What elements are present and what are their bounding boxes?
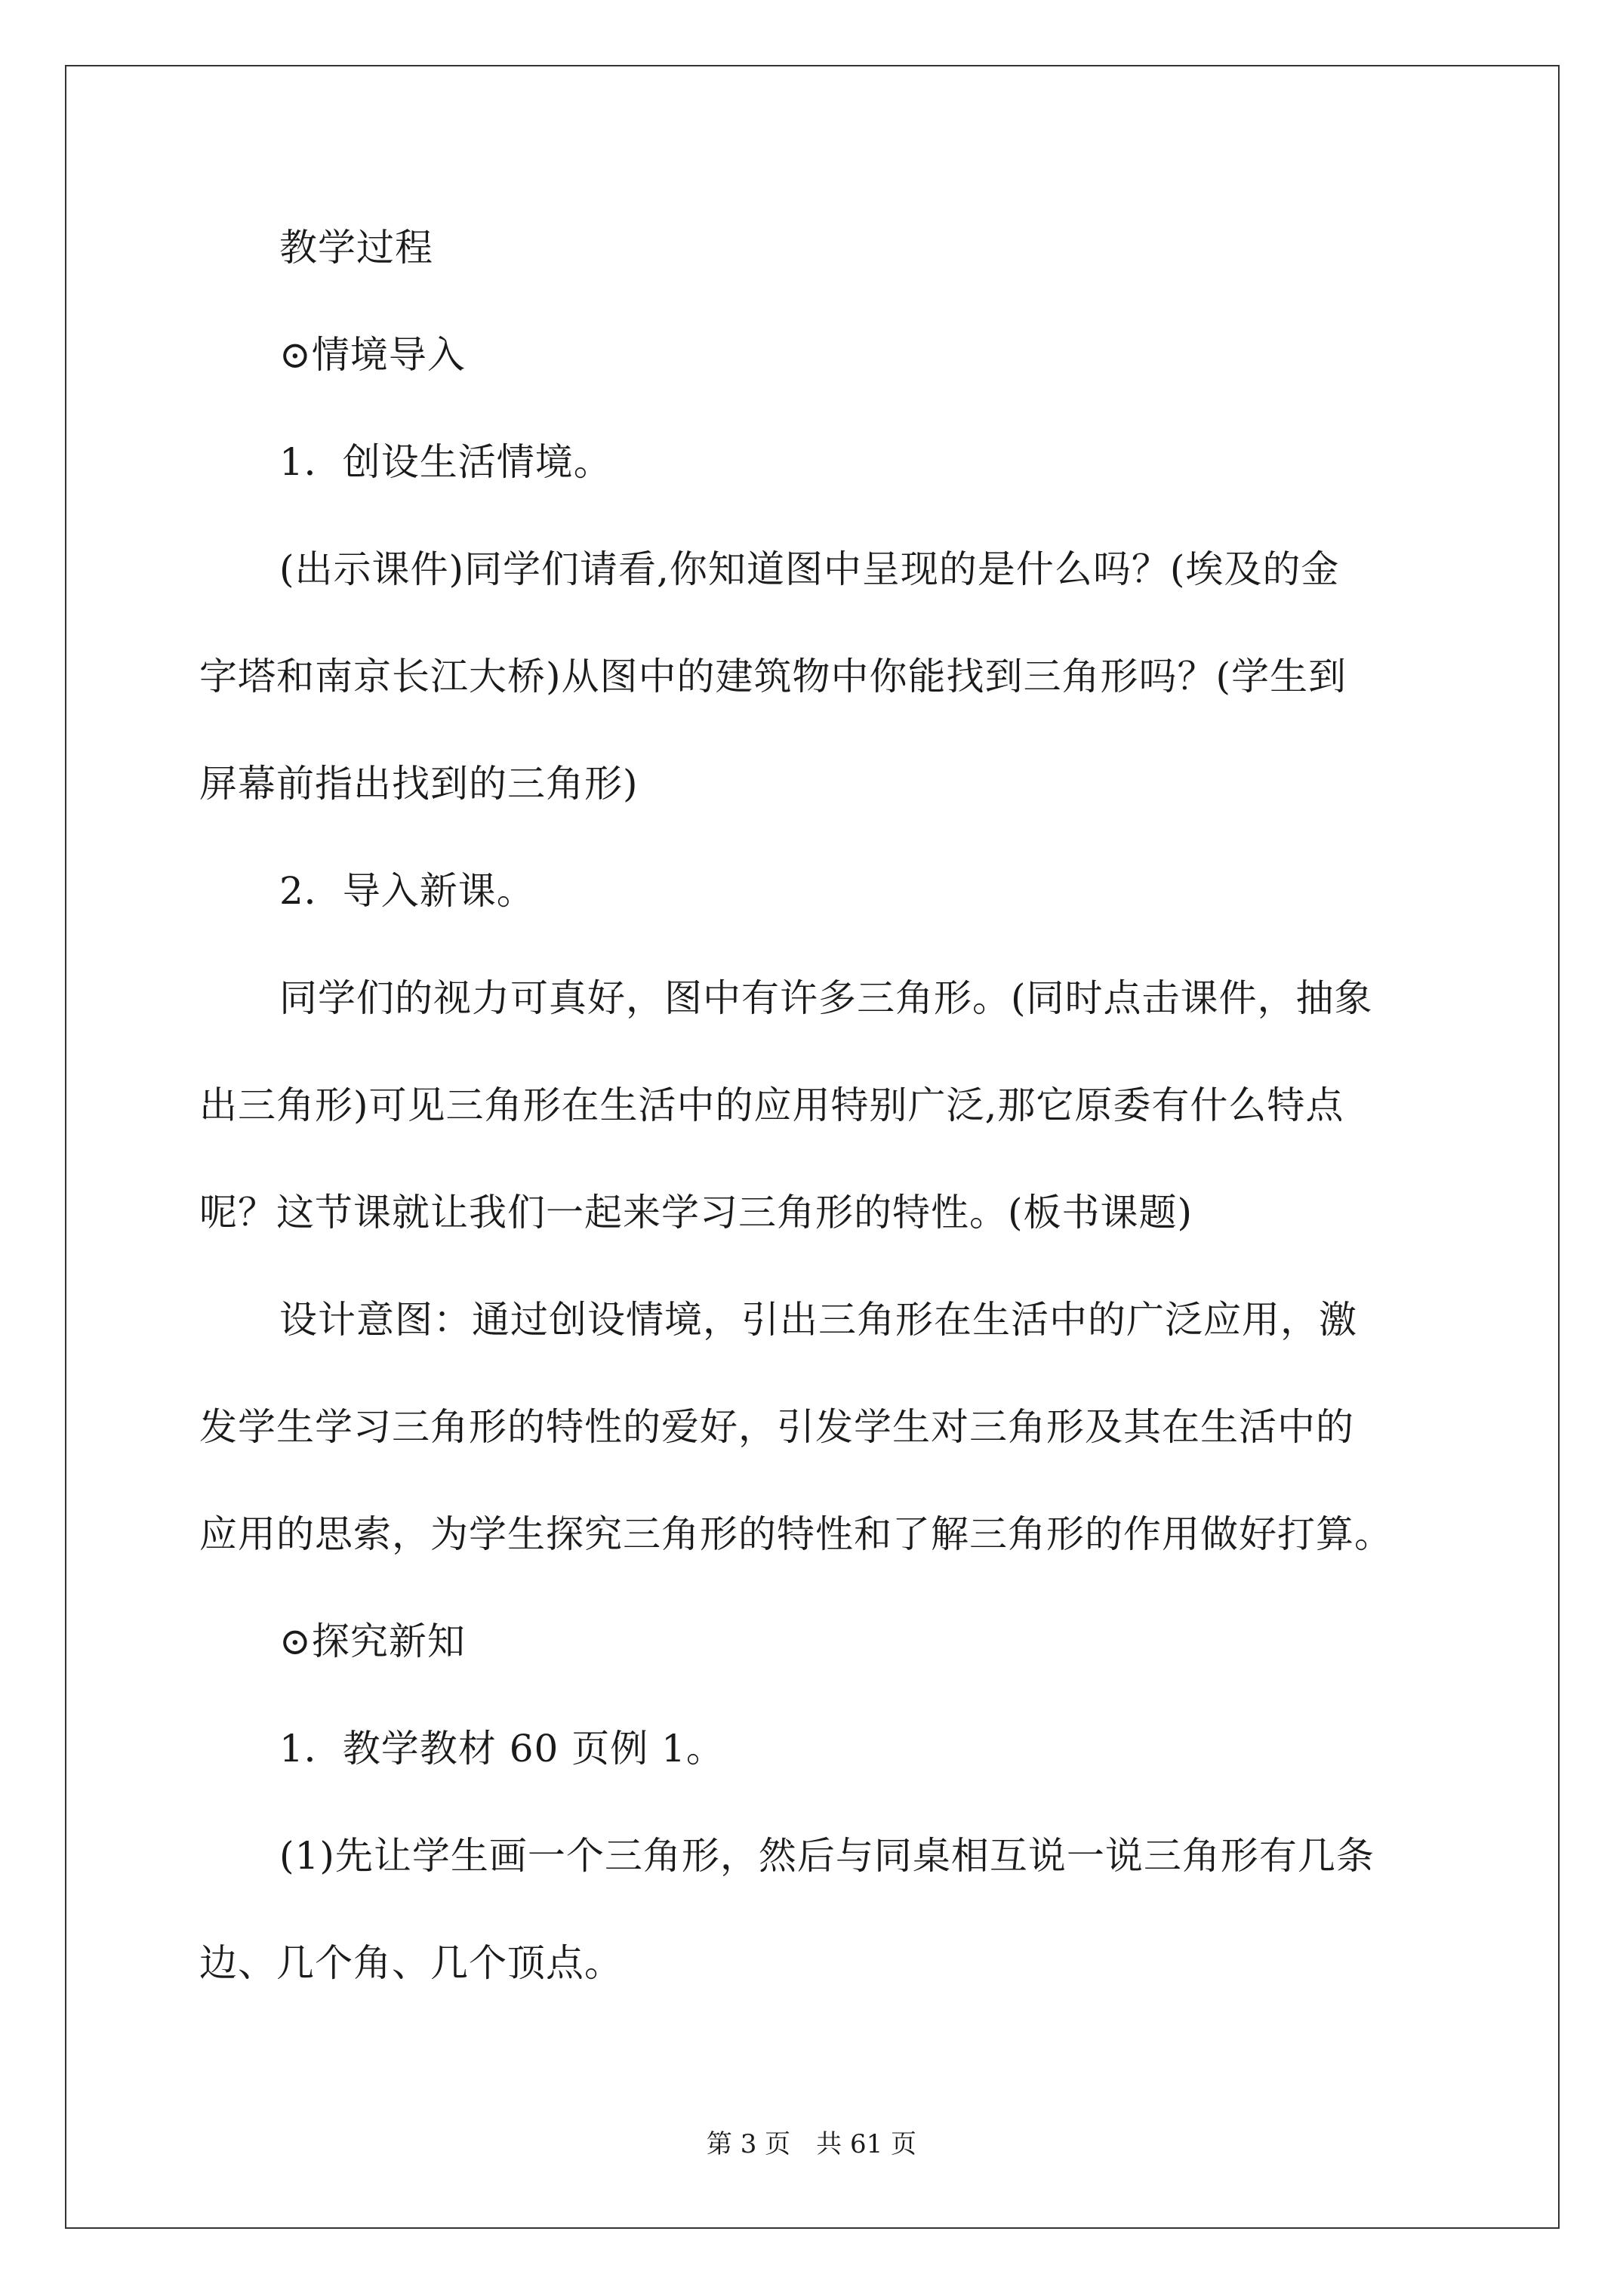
step-introduce-lesson: 2．导入新课。 [279,869,535,913]
step-teach-example: 1．教学教材 60 页例 1。 [279,1727,725,1771]
section-scenario-intro: ⊙情境导入 [279,333,466,377]
page-border [65,65,1560,2229]
paragraph-line: 边、几个角、几个顶点。 [199,1941,623,1985]
page-number-footer: 第 3 页 共 61 页 [706,2129,917,2159]
paragraph-line: 屏幕前指出找到的三角形) [199,762,639,806]
paragraph-line: 呢？这节课就让我们一起来学习三角形的特性。(板书课题) [199,1191,1193,1234]
paragraph-line: 设计意图：通过创设情境，引出三角形在生活中的广泛应用，激 [279,1298,1357,1342]
step-create-scenario: 1．创设生活情境。 [279,440,612,484]
paragraph-line: (出示课件)同学们请看,你知道图中呈现的是什么吗？(埃及的金 [279,547,1340,591]
section-explore-new: ⊙探究新知 [279,1620,466,1663]
paragraph-line: 出三角形)可见三角形在生活中的应用特别广泛,那它原委有什么特点 [199,1083,1344,1127]
paragraph-line: 字塔和南京长江大桥)从图中的建筑物中你能找到三角形吗？(学生到 [199,655,1347,698]
heading-teaching-process: 教学过程 [279,226,433,270]
paragraph-line: 发学生学习三角形的特性的爱好，引发学生对三角形及其在生活中的 [199,1405,1354,1449]
paragraph-line: 同学们的视力可真好，图中有许多三角形。(同时点击课件，抽象 [279,976,1373,1020]
paragraph-line: (1)先让学生画一个三角形，然后与同桌相互说一说三角形有几条 [279,1834,1375,1878]
paragraph-line: 应用的思索，为学生探究三角形的特性和了解三角形的作用做好打算。 [199,1512,1393,1556]
